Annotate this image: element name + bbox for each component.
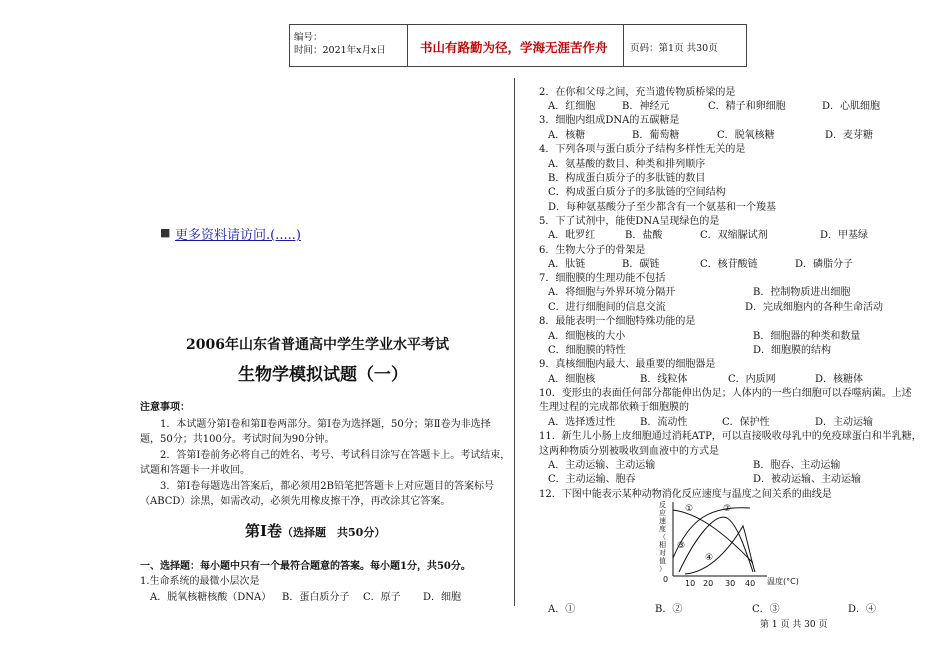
graph-ylabel-char: 速 bbox=[659, 517, 666, 525]
q3-stem: 3．细胞内组成DNA的五碳糖是 bbox=[539, 115, 680, 126]
q9-option-a: A．细胞核 bbox=[548, 374, 596, 385]
graph-ylabel-char: 应 bbox=[659, 509, 666, 517]
q1-option-b: B．蛋白质分子 bbox=[282, 592, 350, 603]
column-divider bbox=[514, 78, 515, 606]
q3-option-d: D．麦芽糖 bbox=[825, 130, 874, 141]
q2-option-a: A．红细胞 bbox=[548, 101, 596, 112]
q7-option-a: A．将细胞与外界环境分隔开 bbox=[548, 287, 676, 298]
q1-option-a: A．脱氧核糖核酸（DNA） bbox=[150, 592, 272, 603]
curve-3 bbox=[679, 517, 753, 572]
header-page-cell bbox=[624, 25, 746, 66]
q12-option-d: D．④ bbox=[848, 604, 877, 615]
q4-option-c: C．构成蛋白质分子的多肽链的空间结构 bbox=[548, 187, 726, 198]
header-motto-cell bbox=[408, 25, 624, 66]
q5-stem: 5．下了试剂中，能使DNA呈现绿色的是 bbox=[539, 216, 720, 227]
graph-ylabel-char: （ bbox=[659, 533, 666, 541]
curve-label-4: ④ bbox=[705, 553, 714, 563]
section-subtitle: （选择题 共50分） bbox=[282, 526, 386, 539]
q12-stem: 12．下图中能表示某种动物消化反应速度与温度之间关系的曲线是 bbox=[539, 489, 832, 500]
q10-option-d: D．主动运输 bbox=[815, 417, 874, 428]
bullet-square-icon: ■ bbox=[160, 226, 171, 239]
q9-option-d: D．核糖体 bbox=[815, 374, 864, 385]
graph-ylabel-char: 反 bbox=[659, 501, 666, 509]
q5-option-d: D．甲基绿 bbox=[820, 230, 869, 241]
graph-ylabel-char: 度 bbox=[659, 525, 666, 533]
q9-option-c: C．内质网 bbox=[728, 374, 776, 385]
graph-origin: 0 bbox=[663, 575, 669, 584]
q7-option-b: B．控制物质进出细胞 bbox=[753, 287, 851, 298]
q2-option-d: D．心肌细胞 bbox=[822, 101, 881, 112]
graph-ylabel-char: 对 bbox=[659, 549, 666, 557]
curve-label-3: ③ bbox=[677, 541, 686, 551]
q8-option-a: A．细胞核的大小 bbox=[548, 331, 626, 342]
q6-stem: 6．生物大分子的骨架是 bbox=[539, 245, 646, 256]
time-label: 时间：2021年x月x日 bbox=[294, 45, 386, 56]
notes-heading: 注意事项： bbox=[140, 402, 190, 413]
q11-option-a: A．主动运输、主动运输 bbox=[548, 460, 656, 471]
q7-option-c: C．进行细胞间的信息交流 bbox=[548, 302, 666, 313]
q6-option-a: A．肽链 bbox=[548, 259, 586, 270]
q4-option-d: D．每种氨基酸分子至少都含有一个氨基和一个羧基 bbox=[548, 202, 777, 213]
header-table bbox=[289, 24, 747, 67]
motto: 书山有路勤为径，学海无涯苦作舟 bbox=[420, 40, 608, 55]
q11-option-c: C．主动运输、胞吞 bbox=[548, 474, 636, 485]
exam-title: 2006年山东省普通高中学生学业水平考试 bbox=[186, 337, 449, 353]
notes-line-5: 3．第Ⅰ卷每题选出答案后，都必须用2B铅笔把答题卡上对应题目的答案标号 bbox=[160, 481, 495, 492]
graph-ylabel-char: 相 bbox=[659, 541, 666, 549]
graph-tick-40: 40 bbox=[745, 579, 756, 588]
page-footer: 第 1 页 共 30 页 bbox=[760, 620, 828, 630]
q8-stem: 8．最能表明一个细胞特殊功能的是 bbox=[539, 316, 696, 327]
q11-option-b: B．胞吞、主动运输 bbox=[753, 460, 841, 471]
q10-stem-continued: 生理过程的完成都依赖于细胞膜的 bbox=[539, 402, 689, 413]
notes-line-1: 1．本试题分第Ⅰ卷和第Ⅱ卷两部分。第Ⅰ卷为选择题，50分；第Ⅱ卷为非选择 bbox=[160, 419, 491, 430]
graph-ylabel-chars bbox=[659, 500, 666, 573]
more-resources-link[interactable]: 更多资料请访问.(.....) bbox=[175, 228, 301, 243]
q10-option-b: B．流动性 bbox=[640, 417, 688, 428]
graph-xlabel: 温度(°C) bbox=[767, 577, 799, 586]
q6-option-d: D．磷脂分子 bbox=[795, 259, 854, 270]
q5-option-c: C．双缩脲试剂 bbox=[700, 230, 768, 241]
graph-tick-30: 30 bbox=[725, 579, 736, 588]
temperature-rate-graph bbox=[655, 498, 815, 594]
q12-option-b: B．② bbox=[655, 604, 683, 615]
q11-stem: 11．新生儿小肠上皮细胞通过消耗ATP，可以直接吸收母乳中的免疫球蛋白和半乳糖， bbox=[539, 431, 922, 442]
q11-option-d: D．被动运输、主动运输 bbox=[753, 474, 862, 485]
q3-option-c: C．脱氧核糖 bbox=[717, 130, 775, 141]
exam-subtitle: 生物学模拟试题（一） bbox=[238, 365, 408, 385]
q9-stem: 9．真核细胞内最大、最重要的细胞器是 bbox=[539, 359, 716, 370]
graph-tick-20: 20 bbox=[703, 579, 714, 588]
q12-option-a: A．① bbox=[548, 604, 576, 615]
q8-option-d: D．细胞膜的结构 bbox=[753, 345, 832, 356]
q12-option-c: C．③ bbox=[752, 604, 780, 615]
q8-option-c: C．细胞膜的特性 bbox=[548, 345, 626, 356]
q10-option-a: A．选择透过性 bbox=[548, 417, 616, 428]
graph-ylabel-char: 值 bbox=[659, 557, 666, 565]
q7-option-d: D．完成细胞内的各种生命活动 bbox=[745, 302, 884, 313]
q2-option-b: B．神经元 bbox=[622, 101, 670, 112]
header-info-cell bbox=[290, 25, 408, 66]
q3-option-b: B．葡萄糖 bbox=[632, 130, 680, 141]
q1-stem: 1.生命系统的最微小层次是 bbox=[140, 576, 260, 587]
q4-option-a: A．氨基酸的数目、种类和排列顺序 bbox=[548, 159, 706, 170]
q4-stem: 4．下列各项与蛋白质分子结构多样性无关的是 bbox=[539, 144, 746, 155]
q7-stem: 7．细胞膜的生理功能不包括 bbox=[539, 273, 666, 284]
q1-option-d: D．细胞 bbox=[423, 592, 462, 603]
section-intro: 一、选择题：每小题中只有一个最符合题意的答案。每小题1分，共50分。 bbox=[140, 561, 471, 572]
notes-line-4: 试题和答题卡一并收回。 bbox=[140, 465, 250, 476]
curve-label-2: ② bbox=[723, 504, 732, 514]
q10-stem: 10．变形虫的表面任何部分都能伸出伪足；人体内的一些白细胞可以吞噬病菌。上述 bbox=[539, 388, 912, 399]
q2-option-c: C．精子和卵细胞 bbox=[708, 101, 786, 112]
q4-option-b: B．构成蛋白质分子的多肽链的数目 bbox=[548, 173, 706, 184]
q10-option-c: C．保护性 bbox=[722, 417, 770, 428]
notes-line-3: 2．答第Ⅰ卷前务必将自己的姓名、考号、考试科目涂写在答题卡上。考试结束， bbox=[160, 450, 511, 461]
q6-option-b: B．碳链 bbox=[622, 259, 660, 270]
notes-line-2: 题，50分；共100分。考试时间为90分钟。 bbox=[140, 434, 335, 445]
q9-option-b: B．线粒体 bbox=[640, 374, 688, 385]
q6-option-c: C．核苷酸链 bbox=[700, 259, 758, 270]
q2-stem: 2．在你和父母之间，充当遗传物质桥梁的是 bbox=[539, 87, 736, 98]
q5-option-a: A．吡罗红 bbox=[548, 230, 596, 241]
graph-tick-10: 10 bbox=[685, 579, 696, 588]
code-label: 编号： bbox=[294, 32, 323, 43]
q1-option-c: C．原子 bbox=[363, 592, 401, 603]
notes-line-6: （ABCD）涂黑，如需改动，必须先用橡皮擦干净，再改涂其它答案。 bbox=[140, 496, 451, 507]
curve-label-1: ① bbox=[685, 504, 694, 514]
q5-option-b: B．盐酸 bbox=[625, 230, 663, 241]
page-label: 页码：第1页 共30页 bbox=[630, 43, 718, 54]
q3-option-a: A．核糖 bbox=[548, 130, 586, 141]
q11-stem-continued: 这两种物质分别被吸收到血液中的方式是 bbox=[539, 446, 719, 457]
section-title: 第Ⅰ卷 bbox=[245, 522, 283, 540]
section-heading bbox=[245, 520, 385, 541]
graph-ylabel-char: ） bbox=[659, 565, 666, 573]
q8-option-b: B．细胞器的种类和数量 bbox=[753, 331, 861, 342]
